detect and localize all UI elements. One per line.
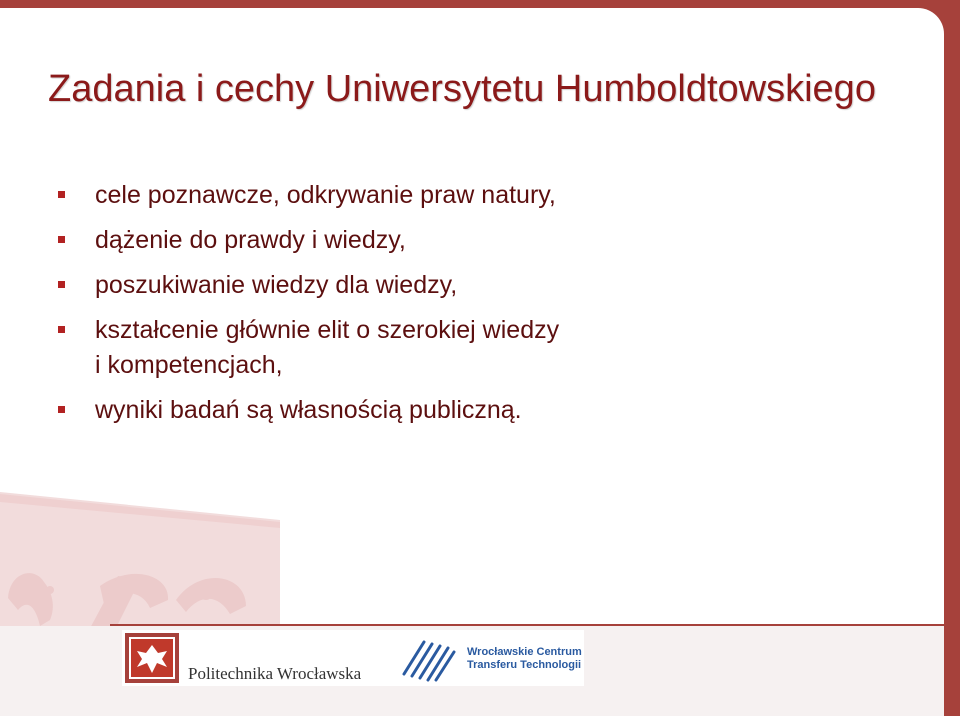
bullet-item	[58, 313, 559, 383]
bullet-text: cele poznawcze, odkrywanie praw natury,	[95, 181, 556, 209]
transfer-centre-logo-icon	[398, 634, 462, 682]
bullet-square-icon	[58, 281, 65, 288]
bullet-square-icon	[58, 191, 65, 198]
transfer-centre-line1: Wrocławskie Centrum	[467, 646, 582, 658]
bullet-square-icon	[58, 326, 65, 333]
bullet-list	[58, 178, 559, 438]
bullet-text-continued: i kompetencjach,	[95, 351, 283, 379]
bullet-text: poszukiwanie wiedzy dla wiedzy,	[95, 271, 458, 299]
footer-divider	[110, 624, 944, 626]
bullet-item	[58, 223, 559, 258]
slide-title: Zadania i cechy Uniwersytetu Humboldtowskiego	[48, 68, 876, 110]
transfer-centre-line2: Transferu Technologii	[467, 659, 582, 671]
bullet-square-icon	[58, 406, 65, 413]
bullet-square-icon	[58, 236, 65, 243]
transfer-centre-name	[467, 646, 582, 672]
bullet-text: wyniki badań są własnością publiczną.	[95, 396, 522, 424]
eagle-crest-icon	[125, 633, 179, 683]
university-name: Politechnika Wrocławska	[188, 664, 362, 683]
bullet-item	[58, 268, 559, 303]
bullet-item	[58, 178, 559, 213]
bullet-item	[58, 393, 559, 428]
background-eagle-art	[0, 480, 944, 640]
bullet-text: kształcenie głównie elit o szerokiej wiedzy	[95, 316, 560, 344]
bullet-text: dążenie do prawdy i wiedzy,	[95, 226, 406, 254]
